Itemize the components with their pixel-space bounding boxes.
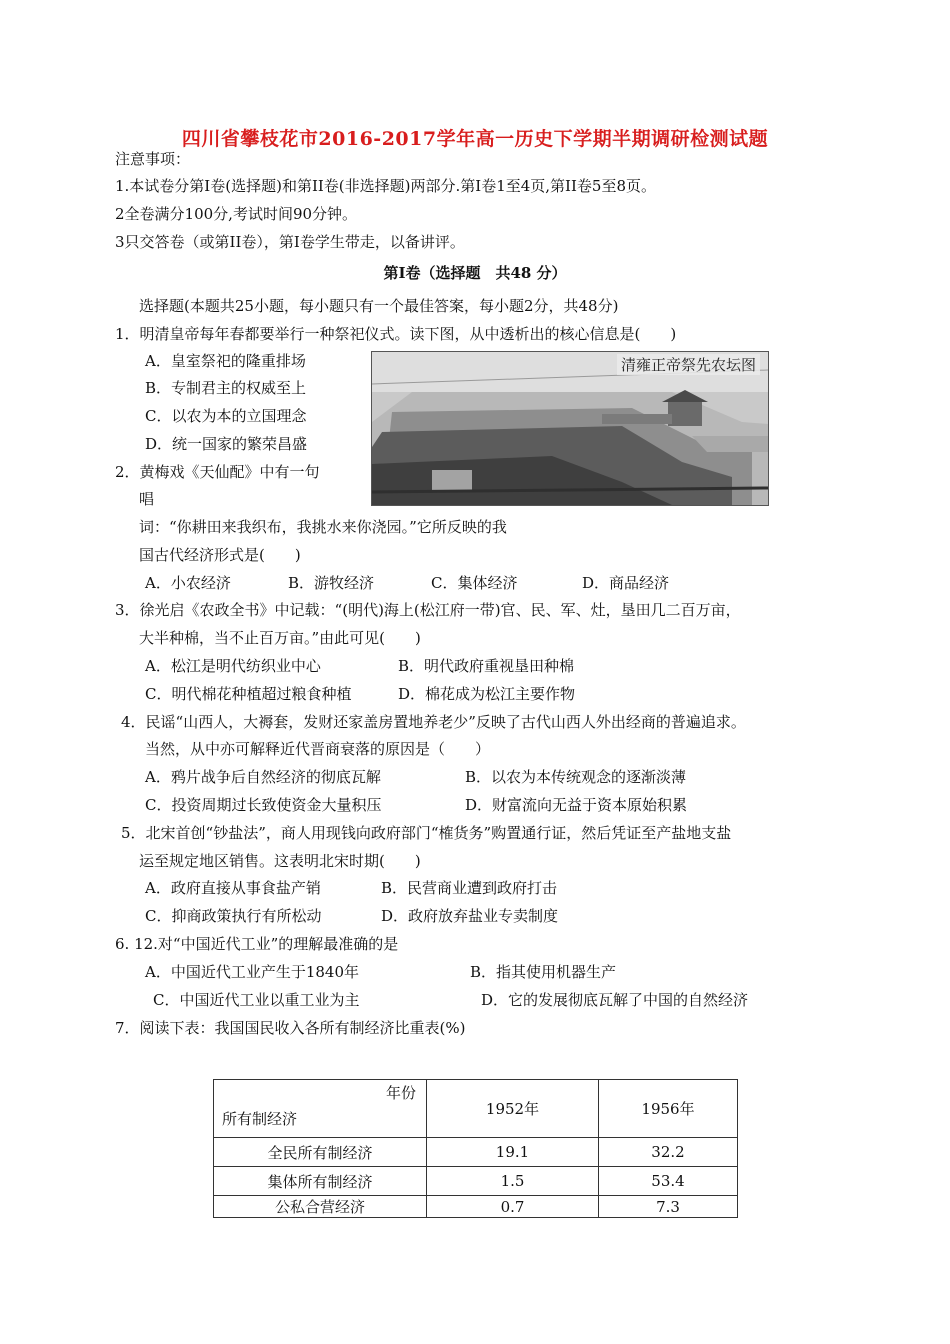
question-5-option-d: D．政府放弃盐业专卖制度 — [381, 907, 559, 925]
header-year-label: 年份 — [385, 1084, 416, 1102]
table-cell: 1.5 — [427, 1167, 599, 1196]
question-3-option-d: D．棉花成为松江主要作物 — [398, 685, 576, 703]
question-6-option-a: A．中国近代工业产生于1840年 — [145, 963, 360, 981]
question-5-option-c: C．抑商政策执行有所松动 — [145, 907, 322, 925]
question-2-stem-line-4: 国古代经济形式是( ) — [139, 546, 301, 564]
section-title: 第I卷（选择题 共48 分） — [383, 264, 567, 282]
row-label: 全民所有制经济 — [214, 1138, 427, 1167]
question-3-option-b: B．明代政府重视垦田种棉 — [398, 657, 575, 675]
question-4-option-a: A．鸦片战争后自然经济的彻底瓦解 — [145, 768, 381, 786]
question-6-option-c: C．中国近代工业以重工业为主 — [153, 991, 360, 1009]
header-type-label: 所有制经济 — [222, 1110, 298, 1128]
question-5-stem-line-1: 5．北宋首创“钞盐法”，商人用现钱向政府部门“榷货务”购置通行证，然后凭证至产盐地支盐 — [121, 824, 732, 842]
question-6-option-b: B．指其使用机器生产 — [470, 963, 617, 981]
table-header-corner — [214, 1080, 427, 1138]
note-item-2: 2全卷满分100分,考试时间90分钟。 — [115, 205, 358, 223]
question-5-option-a: A．政府直接从事食盐产销 — [145, 879, 321, 897]
ritual-painting-image — [371, 351, 769, 506]
question-2-option-d: D．商品经济 — [582, 574, 670, 592]
question-1-stem: 1．明清皇帝每年春都要举行一种祭祀仪式。读下图，从中透析出的核心信息是( ) — [115, 325, 677, 343]
table-header-row — [214, 1080, 738, 1138]
question-2-option-b: B．游牧经济 — [288, 574, 375, 592]
question-1-option-c: C．以农为本的立国理念 — [145, 407, 307, 425]
table-row — [214, 1167, 738, 1196]
question-5-option-b: B．民营商业遭到政府打击 — [381, 879, 558, 897]
question-2-stem-line-2: 唱 — [139, 490, 155, 508]
income-share-table — [213, 1079, 738, 1218]
question-7-stem: 7．阅读下表：我国国民收入各所有制经济比重表(%) — [115, 1019, 466, 1037]
table-cell: 19.1 — [427, 1138, 599, 1167]
table-row — [214, 1138, 738, 1167]
row-label: 公私合营经济 — [214, 1196, 427, 1218]
question-4-stem-line-1: 4．民谣“山西人，大褥套，发财还家盖房置地养老少”反映了古代山西人外出经商的普遍追求。 — [121, 713, 746, 731]
question-2-stem-line-1: 2．黄梅戏《天仙配》中有一句 — [115, 463, 320, 481]
question-6-option-d: D．它的发展彻底瓦解了中国的自然经济 — [481, 991, 749, 1009]
question-2-stem-line-3: 词：“你耕田来我织布，我挑水来你浇园。”它所反映的我 — [139, 518, 507, 536]
table-cell: 7.3 — [599, 1196, 738, 1218]
question-3-option-a: A．松江是明代纺织业中心 — [145, 657, 321, 675]
question-3-stem-line-2: 大半种棉，当不止百万亩。”由此可见( ) — [139, 629, 421, 647]
table-cell: 0.7 — [427, 1196, 599, 1218]
question-1-option-a: A．皇室祭祀的隆重排场 — [145, 352, 306, 370]
question-1-option-d: D．统一国家的繁荣昌盛 — [145, 435, 308, 453]
question-2-option-a: A．小农经济 — [145, 574, 231, 592]
question-3-stem-line-1: 3．徐光启《农政全书》中记载：“(明代)海上(松江府一带)官、民、军、灶，垦田几二百万亩， — [115, 601, 741, 619]
note-item-1: 1.本试卷分第I卷(选择题)和第II卷(非选择题)两部分.第I卷1至4页,第II卷5至8页。 — [115, 177, 656, 195]
column-header-1952: 1952年 — [427, 1080, 599, 1138]
column-header-1956: 1956年 — [599, 1080, 738, 1138]
question-4-option-c: C．投资周期过长致使资金大量积压 — [145, 796, 382, 814]
row-label: 集体所有制经济 — [214, 1167, 427, 1196]
question-4-option-b: B．以农为本传统观念的逐渐淡薄 — [465, 768, 687, 786]
question-5-stem-line-2: 运至规定地区销售。这表明北宋时期( ) — [139, 852, 421, 870]
figure-caption: 清雍正帝祭先农坛图 — [617, 354, 760, 375]
table-cell: 32.2 — [599, 1138, 738, 1167]
question-3-option-c: C．明代棉花种植超过粮食种植 — [145, 685, 352, 703]
section-intro: 选择题(本题共25小题，每小题只有一个最佳答案，每小题2分，共48分) — [139, 297, 619, 315]
table-row — [214, 1196, 738, 1218]
table-cell: 53.4 — [599, 1167, 738, 1196]
question-6-stem: 6. 12.对“中国近代工业”的理解最准确的是 — [115, 935, 399, 953]
note-item-3: 3只交答卷（或第II卷），第I卷学生带走，以备讲评。 — [115, 233, 465, 251]
question-4-stem-line-2: 当然，从中亦可解释近代晋商衰落的原因是（ ） — [145, 740, 491, 758]
question-1-option-b: B．专制君主的权威至上 — [145, 379, 307, 397]
exam-title: 四川省攀枝花市2016-2017学年高一历史下学期半期调研检测试题 — [181, 128, 769, 150]
notes-heading: 注意事项： — [115, 150, 191, 168]
question-2-option-c: C．集体经济 — [431, 574, 518, 592]
question-4-option-d: D．财富流向无益于资本原始积累 — [465, 796, 688, 814]
